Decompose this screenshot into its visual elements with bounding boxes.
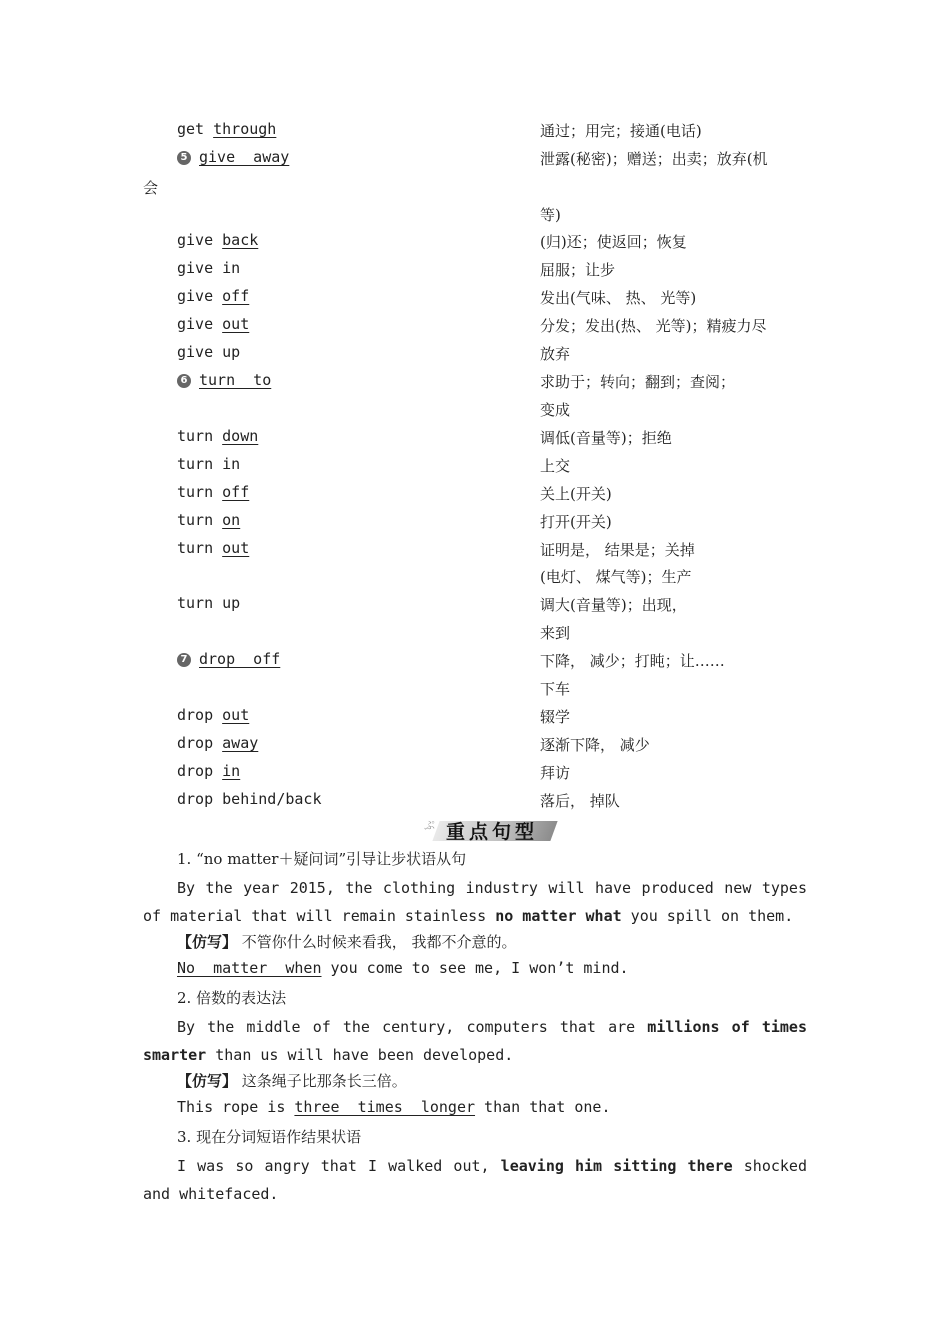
phrase-meaning: 发出(气味、 热、 光等) [540,289,697,307]
phrase-blank: out [222,706,250,724]
phrase-blank: down [222,427,259,445]
meaning-continuation: 变成 [540,401,571,419]
phrase-blank: turn to [199,371,272,389]
phrase-blank: through [213,120,277,138]
number-badge-icon: 7 [177,653,191,667]
phrase-blank: out [222,539,250,557]
phrase-row [0,762,950,790]
s2-answer-rest: than that one. [475,1098,611,1116]
phrase-meaning: 求助于；转向；翻到；查阅； [540,373,736,391]
s2-example-bold: millions of times smarter [143,1018,807,1064]
s3-title: 3. 现在分词短语作结果状语 [177,1128,362,1146]
phrase-english [177,231,258,249]
s3-example-bold: leaving him sitting there [500,1157,733,1175]
phrase-english [177,371,271,389]
phrase-blank: in [222,762,241,780]
phrase-meaning: 辍学 [540,708,571,726]
phrase-row [0,483,950,511]
phrase-row [0,120,950,148]
phrase-row [0,287,950,315]
phrase-english [177,594,240,612]
number-badge-icon: 5 [177,151,191,165]
phrase-row [0,790,950,818]
phrase-meaning: 下降， 减少；打盹；让…… [540,652,725,670]
phrase-english [177,539,249,557]
phrase-english [177,315,249,333]
phrase-row [0,343,950,371]
s2-answer [177,1098,611,1116]
phrase-verb: turn [177,539,223,557]
phrase-row [0,594,950,622]
phrase-blank: on [222,511,241,529]
phrase-blank: out [222,315,250,333]
phrase-english [177,483,249,501]
phrase-english [177,762,240,780]
phrase-english [177,259,240,277]
phrase-meaning: 落后， 掉队 [540,792,620,810]
phrase-meaning: 通过；用完；接通(电话) [540,122,702,140]
heading-decoration: ぷ [424,819,435,832]
s2-label: 【仿写】 [177,1072,238,1090]
phrase-verb: get [177,120,214,138]
phrase-english [177,455,240,473]
phrase-row [0,259,950,287]
number-badge-icon: 6 [177,374,191,388]
s1-prompt: 不管你什么时候来看我， 我都不介意的。 [237,933,517,951]
meaning-continuation: 等) [540,206,561,224]
s2-prompt: 这条绳子比那条长三倍。 [237,1072,407,1090]
phrase-verb: turn [177,511,223,529]
s3-example [143,1152,807,1208]
s2-example-text-b: than us will have been developed. [206,1046,514,1064]
phrase-row [0,427,950,455]
phrase-meaning: 拜访 [540,764,571,782]
phrase-verb: drop [177,762,223,780]
s1-answer-rest: you come to see me, I won’t mind. [321,959,629,977]
s2-answer-pre: This rope is [177,1098,295,1116]
s2-example [143,1013,807,1069]
phrase-row [0,315,950,343]
phrase-meaning: 屈服；让步 [540,261,616,279]
phrase-verb: drop [177,706,223,724]
phrase-row [0,539,950,567]
phrase-verb: turn in [177,455,241,473]
phrase-meaning: 关上(开关) [540,485,612,503]
phrase-blank: off [222,287,250,305]
phrase-blank: off [222,483,250,501]
phrase-english [177,287,249,305]
phrase-meaning: 打开(开关) [540,513,612,531]
phrase-verb: turn [177,427,223,445]
phrase-meaning: 调大(音量等)；出现， [540,596,687,614]
phrase-meaning: 调低(音量等)；拒绝 [540,429,672,447]
s1-title: 1. “no matter＋疑问词”引导让步状语从句 [177,850,467,868]
phrase-english [177,343,240,361]
phrase-verb: drop [177,734,223,752]
phrase-meaning: 泄露(秘密)；赠送；出卖；放弃(机 [540,150,768,168]
s1-example-text-a: By the year 2015, the clothing industry will have produced new types of material that will remain stainless [143,879,807,925]
phrase-english [177,120,276,138]
phrase-verb: give up [177,343,241,361]
phrase-blank: give away [199,148,290,166]
s1-example-bold: no matter what [495,907,622,925]
phrase-row [0,148,950,176]
s2-title: 2. 倍数的表达法 [177,989,287,1007]
s1-imitation [177,931,517,952]
s1-answer [177,959,629,977]
meaning-continuation: 会 [143,179,159,197]
phrase-verb: give [177,287,223,305]
phrase-row [0,231,950,259]
meaning-continuation: 下车 [540,680,571,698]
phrase-verb: drop behind/back [177,790,322,808]
s1-example [143,874,807,930]
phrase-blank: back [222,231,259,249]
s2-example-text-a: By the middle of the century, computers that are [177,1018,648,1036]
phrase-english [177,650,280,668]
s2-imitation [177,1070,407,1091]
phrase-verb: give in [177,259,241,277]
phrase-verb: give [177,315,223,333]
phrase-meaning: 逐渐下降， 减少 [540,736,650,754]
s1-example-text-b: you spill on them. [621,907,794,925]
phrase-verb: give [177,231,223,249]
s1-answer-blank: No matter when [177,959,322,977]
s1-label: 【仿写】 [177,933,238,951]
phrase-row [0,706,950,734]
phrase-english [177,148,289,166]
phrase-english [177,706,249,724]
phrase-row [0,455,950,483]
s2-answer-blank: three times longer [294,1098,476,1116]
phrase-row [0,650,950,678]
phrase-row [0,371,950,399]
phrase-meaning: (归)还；使返回；恢复 [540,233,687,251]
section-heading [424,815,564,845]
phrase-english [177,734,258,752]
meaning-continuation: 来到 [540,624,571,642]
s3-example-text-b: shocked and whitefaced. [143,1157,807,1203]
phrase-meaning: 分发；发出(热、 光等)；精疲力尽 [540,317,767,335]
phrase-english [177,790,322,808]
phrase-verb: turn [177,483,223,501]
s3-example-text-a: I was so angry that I walked out, [177,1157,501,1175]
phrase-meaning: 证明是， 结果是；关掉 [540,541,695,559]
phrase-english [177,427,258,445]
phrase-row [0,511,950,539]
phrase-verb: turn up [177,594,241,612]
phrase-blank: away [222,734,259,752]
phrase-meaning: 上交 [540,457,571,475]
phrase-meaning: 放弃 [540,345,571,363]
phrase-english [177,511,240,529]
heading-title: 重点句型 [446,821,539,843]
phrase-row [0,734,950,762]
meaning-continuation: (电灯、 煤气等)；生产 [540,568,692,586]
phrase-blank: drop off [199,650,281,668]
